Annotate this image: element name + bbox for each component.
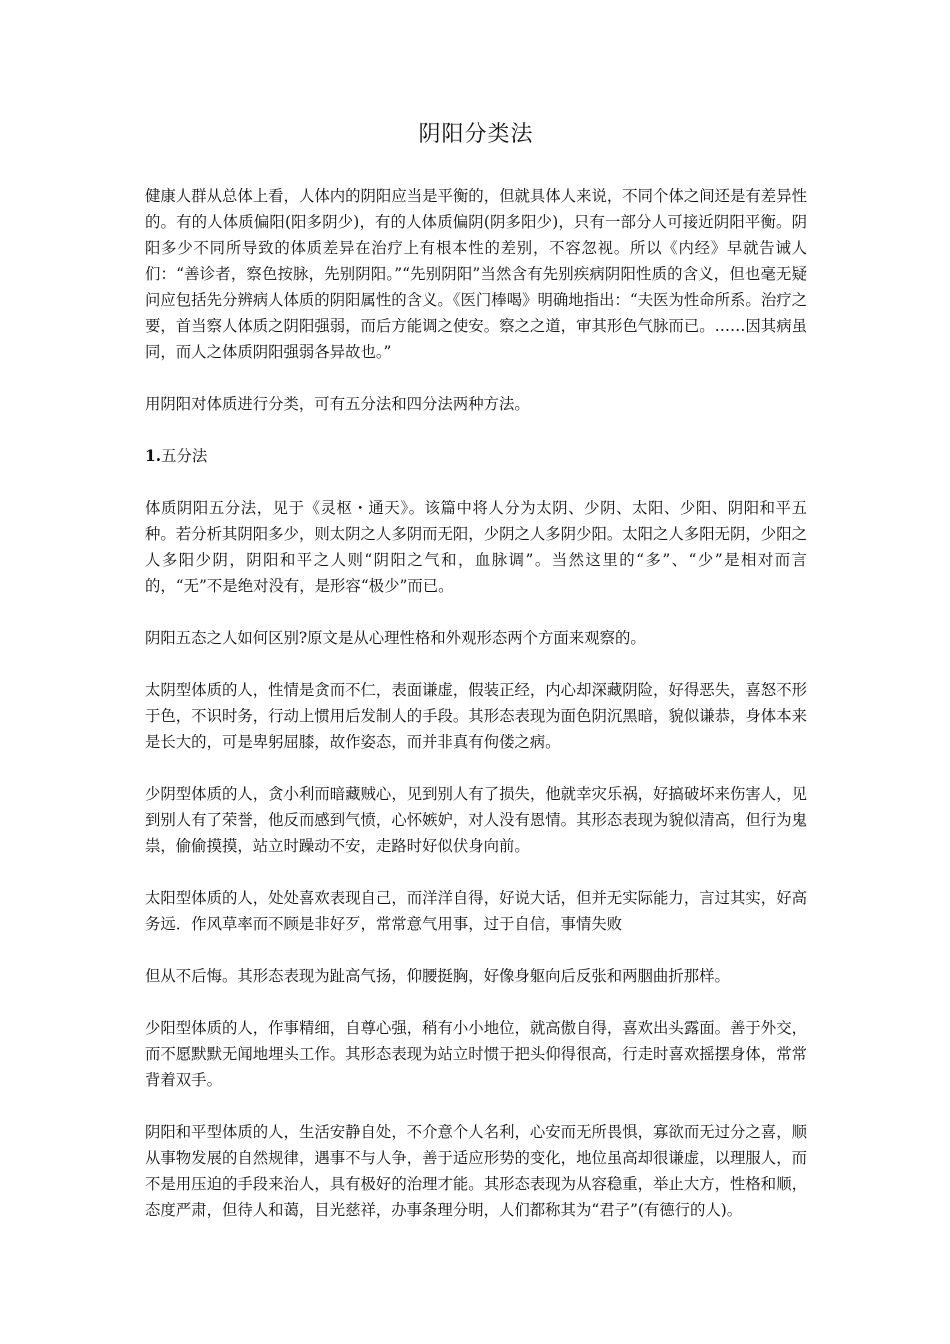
paragraph-pinghe: 阴阳和平型体质的人，生活安静自处，不介意个人名利，心安而无所畏惧，寡欲而无过分之喜，顺从事物发展的自然规律，遇事不与人争，善于适应形势的变化，地位虽高却很谦虚，以理服人，而不是用压迫的手段来治人，具有极好的治理才能。其形态表现为从容稳重，举止大方，性格和顺，态度严肃，但待人和蔼，目光慈祥，办事条理分明，人们都称其为“君子”(有德行的人)。 xyxy=(145,1123,807,1219)
paragraph-shaoyang: 少阳型体质的人，作事精细，自尊心强，稍有小小地位，就高傲自得，喜欢出头露面。善于外交，而不愿默默无闻地埋头工作。其形态表现为站立时惯于把头仰得很高，行走时喜欢摇摆身体，常常背着双手。 xyxy=(145,1019,807,1089)
paragraph-methods: 用阴阳对体质进行分类，可有五分法和四分法两种方法。 xyxy=(145,395,530,413)
section-heading-number: 1. xyxy=(145,447,162,465)
paragraph-taiyang: 太阳型体质的人，处处喜欢表现自己，而洋洋自得，好说大话，但并无实际能力，言过其实，好高务远．作风草率而不顾是非好歹，常常意气用事，过于自信，事情失败 xyxy=(145,889,807,933)
paragraph-taiyin: 太阴型体质的人，性情是贪而不仁，表面谦虚，假装正经，内心却深藏阴险，好得恶失，喜怒不形于色，不识时务，行动上惯用后发制人的手段。其形态表现为面色阴沉黑暗，貌似谦恭，身体本来是长大的，可是卑躬屈膝，故作姿态，而并非真有佝偻之病。 xyxy=(145,681,807,751)
section-heading xyxy=(145,443,807,469)
paragraph-taiyang-cont: 但从不后悔。其形态表现为趾高气扬，仰腰挺胸，好像身躯向后反张和两胭曲折那样。 xyxy=(145,967,730,985)
paragraph-five-types: 体质阴阳五分法，见于《灵枢・通天》。该篇中将人分为太阴、少阴、太阳、少阳、阴阳和平五种。若分析其阴阳多少，则太阴之人多阴而无阳，少阴之人多阴少阳。太阳之人多阳无阴，少阳之人多阳少阴，阴阳和平之人则“阴阳之气和，血脉调”。当然这里的“多”、“少”是相对而言的，“无”不是绝对没有，是形容“极少”而已。 xyxy=(145,499,807,595)
section-heading-text: 五分法 xyxy=(161,447,208,465)
paragraph-intro: 健康人群从总体上看，人体内的阴阳应当是平衡的，但就具体人来说，不同个体之间还是有差异性的。有的人体质偏阳(阳多阴少)，有的人体质偏阴(阴多阳少)，只有一部分人可接近阴阳平衡。阴阳多少不同所导致的体质差异在治疗上有根本性的差别，不容忽视。所以《内经》早就告诫人们：“善诊者，察色按脉，先别阴阳。”“先别阴阳”当然含有先别疾病阴阳性质的含义，但也毫无疑问应包括先分辨病人体质的阴阳属性的含义。《医门棒喝》明确地指出：“夫医为性命所系。治疗之要，首当察人体质之阴阳强弱，而后方能调之使安。察之之道，审其形色气脉而已。……因其病虽同，而人之体质阴阳强弱各异故也。” xyxy=(145,187,807,361)
document-title: 阴阳分类法 xyxy=(418,122,534,147)
document-body xyxy=(145,183,807,1249)
paragraph-distinguish: 阴阳五态之人如何区别?原文是从心理性格和外观形态两个方面来观察的。 xyxy=(145,629,646,647)
paragraph-shaoyin: 少阴型体质的人，贪小利而暗藏贼心，见到别人有了损失，他就幸灾乐祸，好搞破坏来伤害人，见到别人有了荣誉，他反而感到气愤，心怀嫉妒，对人没有恩情。其形态表现为貌似清高，但行为鬼祟，偷偷摸摸，站立时躁动不安，走路时好似伏身向前。 xyxy=(145,785,807,855)
